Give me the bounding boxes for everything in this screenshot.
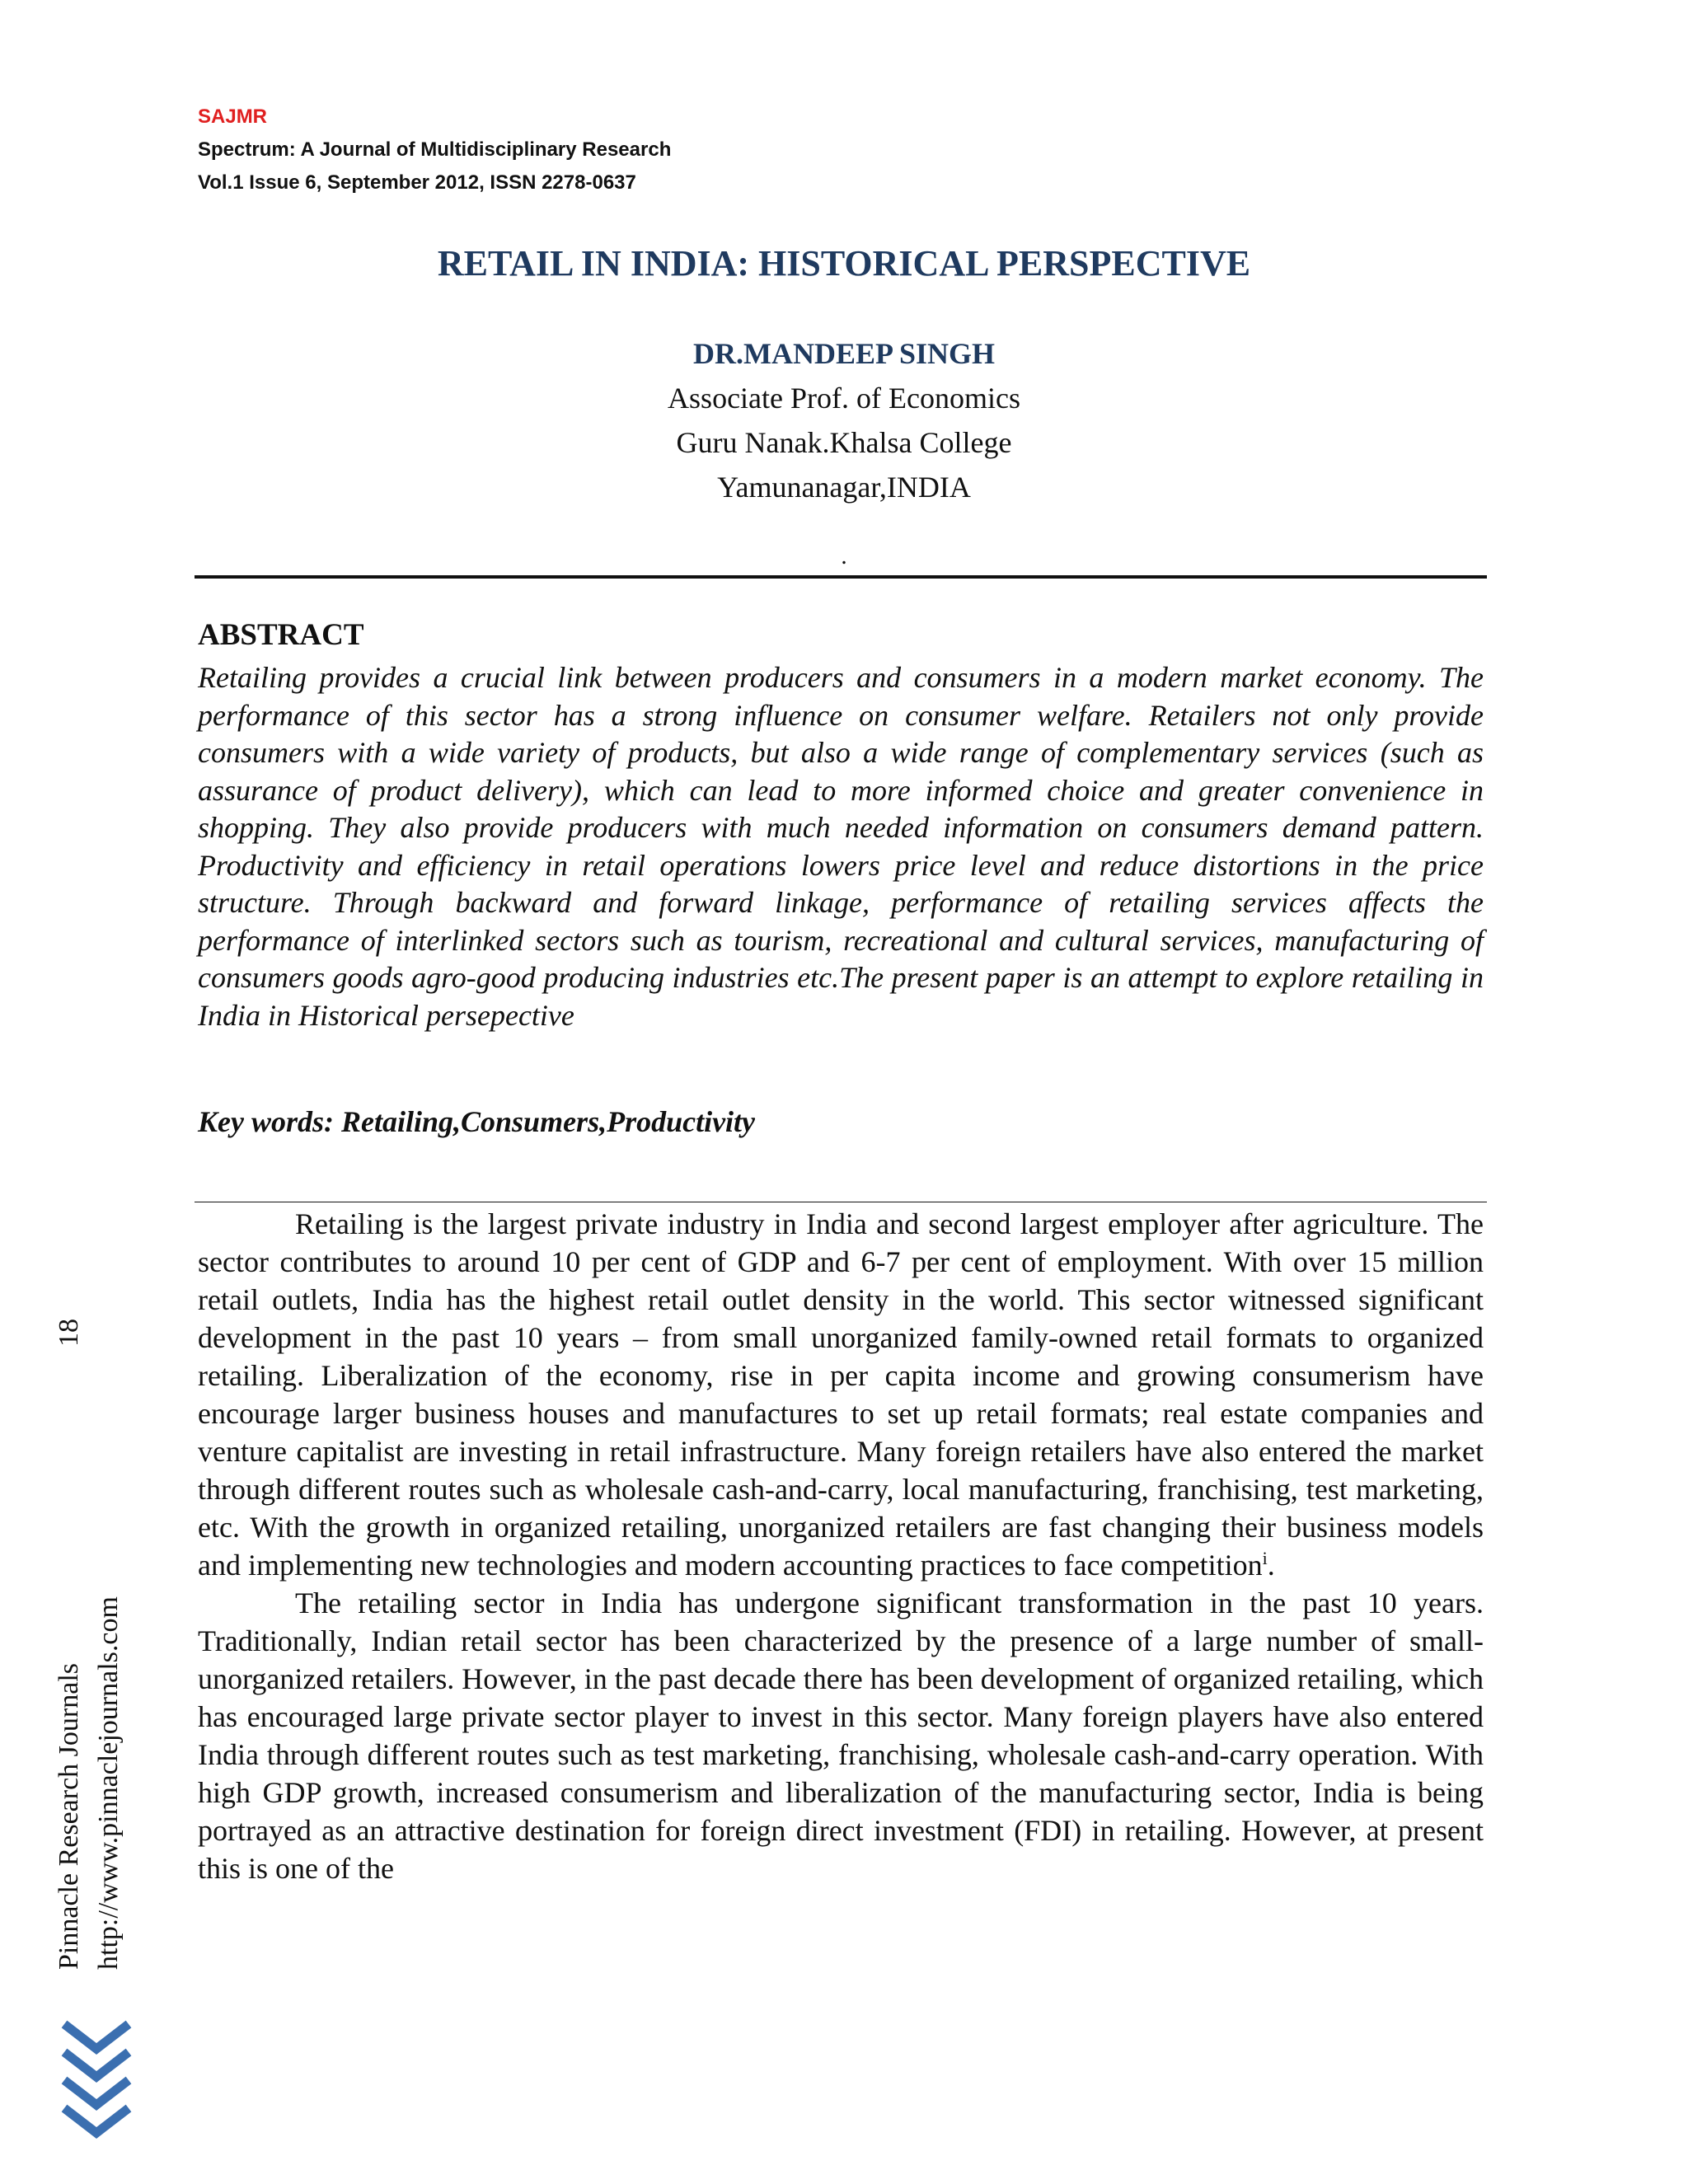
- abstract-heading: ABSTRACT: [198, 618, 364, 652]
- publisher-website[interactable]: http://www.pinnaclejournals.com: [93, 1596, 124, 1970]
- side-footer-line-1: [49, 1319, 89, 1970]
- double-chevron-down-icon: [59, 2018, 134, 2141]
- side-footer-line-2: [89, 1319, 129, 1970]
- page-number: 18: [54, 1319, 84, 1347]
- footnote-marker[interactable]: i: [1262, 1548, 1268, 1568]
- body-paragraph-2: The retailing sector in India has undergone significant transformation in the past 10 years. Traditionally, Indian retail sector has been characterized by the presence of a large number of small-unorganized retailers. However, in the past decade there has been development of organized retailing, which has encouraged large private sector player to invest in this sector. Many foreign players have also entered India through different routes such as test marketing, franchising, wholesale cash-and-carry operation. With high GDP growth, increased consumerism and liberalization of the manufacturing sector, India is being portrayed as an attractive destination for foreign direct investment (FDI) in retailing. However, at present this is one of the: [198, 1586, 1484, 1885]
- journal-header: [198, 101, 671, 199]
- journal-issue: Vol.1 Issue 6, September 2012, ISSN 2278-0637: [198, 171, 636, 194]
- body-paragraph-1-text: Retailing is the largest private industry in India and second largest employer after agriculture. The sector contributes to around 10 per cent of GDP and 6-7 per cent of employment. With over 15 million retail outlets, India has the highest retail outlet density in the world. This sector witnessed significant development in the past 10 years – from small unorganized family-owned retail formats to organized retailing. Liberalization of the economy, rise in per capita income and growing consumerism have encourage larger business houses and manufactures to set up retail formats; real estate companies and venture capitalist are investing in retail infrastructure. Many foreign retailers have also entered the market through different routes such as wholesale cash-and-carry, local manufacturing, franchising, test marketing, etc. With the growth in organized retailing, unorganized retailers are fast changing their business models and implementing new technologies and modern accounting practices to face competition: [198, 1207, 1484, 1582]
- body-paragraph-1: [198, 1205, 1484, 1584]
- paper-title: RETAIL IN INDIA: HISTORICAL PERSPECTIVE: [437, 243, 1251, 284]
- separator-mark: .: [841, 542, 847, 569]
- author-name: DR.MANDEEP SINGH: [692, 337, 996, 370]
- publisher-name: Pinnacle Research Journals: [54, 1663, 84, 1970]
- keywords: Key words: Retailing,Consumers,Productivity: [198, 1105, 756, 1138]
- body-text: [198, 1205, 1484, 1887]
- author-location: Yamunanagar,INDIA: [717, 471, 971, 504]
- journal-acronym: SAJMR: [198, 105, 268, 128]
- body-paragraph-1-end: .: [1267, 1549, 1275, 1582]
- abstract-text: Retailing provides a crucial link between producers and consumers in a modern market economy. The performance of this sector has a strong influence on consumer welfare. Retailers not only provide consumers with a wide variety of products, but also a wide range of complementary services (such as assurance of product delivery), which can lead to more informed choice and greater convenience in shopping. They also provide producers with much needed information on consumers demand pattern. Productivity and efficiency in retail operations lowers price level and reduce distortions in the price structure. Through backward and forward linkage, performance of retailing services affects the performance of interlinked sectors such as tourism, recreational and cultural services, manufacturing of consumers goods agro-good producing industries etc.The present paper is an attempt to explore retailing in India in Historical persepective: [198, 661, 1484, 1032]
- author-block: [0, 331, 1688, 509]
- header-divider: [195, 575, 1487, 579]
- side-footer: [49, 1319, 140, 1970]
- author-institution: Guru Nanak.Khalsa College: [676, 426, 1012, 459]
- journal-name: Spectrum: A Journal of Multidisciplinary Research: [198, 138, 672, 161]
- author-position: Associate Prof. of Economics: [668, 382, 1020, 415]
